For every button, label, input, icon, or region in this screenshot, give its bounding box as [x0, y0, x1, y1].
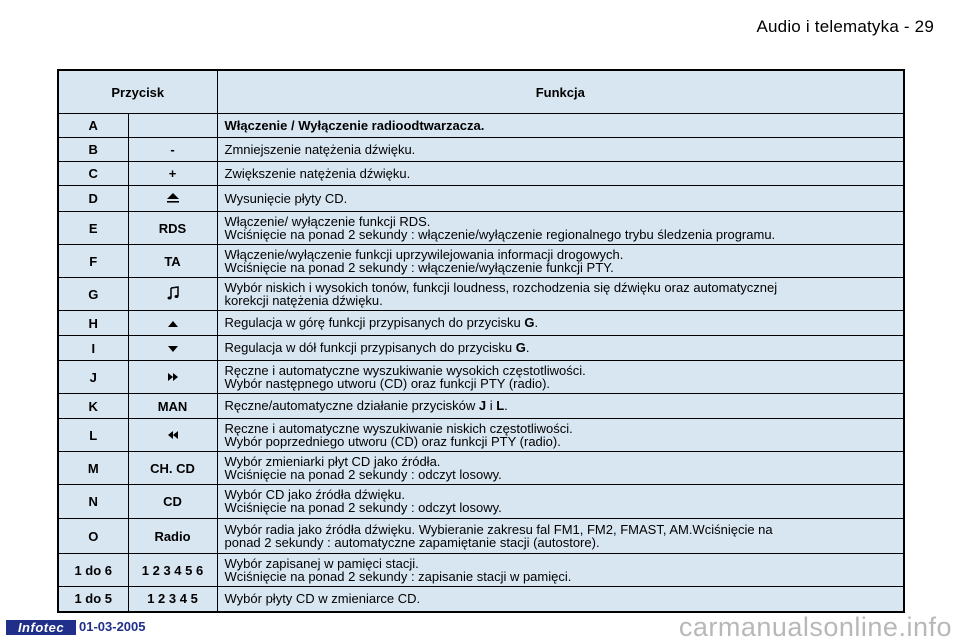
rewind-icon [167, 428, 179, 443]
function-description [217, 519, 904, 554]
table-row [58, 278, 904, 311]
function-description [217, 336, 904, 361]
button-symbol [128, 336, 217, 361]
table-row [58, 336, 904, 361]
button-symbol: Radio [128, 519, 217, 554]
button-key: H [58, 311, 128, 336]
function-description [217, 452, 904, 485]
description-line: Zmniejszenie natężenia dźwięku. [224, 141, 416, 157]
function-description [217, 311, 904, 336]
button-symbol: RDS [128, 212, 217, 245]
button-symbol: - [128, 138, 217, 162]
description-line: Wybór zmieniarki płyt CD jako źródła. [224, 453, 441, 469]
description-line: Wybór poprzedniego utworu (CD) oraz funkcji PTY (radio). [224, 433, 561, 449]
fast-forward-icon [167, 370, 179, 385]
function-description [217, 245, 904, 278]
eject-icon [165, 192, 181, 207]
table-row [58, 485, 904, 519]
table-row [58, 394, 904, 419]
description-line: Wybór zapisanej w pamięci stacji. [224, 555, 419, 571]
description-line: Ręczne i automatyczne wyszukiwanie wysokich częstotliwości. [224, 362, 586, 378]
description-line: Wybór następnego utworu (CD) oraz funkcji PTY (radio). [224, 375, 551, 391]
button-key: I [58, 336, 128, 361]
table-row [58, 114, 904, 138]
description-line: Regulacja w dół funkcji przypisanych do przycisku G. [224, 340, 530, 355]
description-line: Zwiększenie natężenia dźwięku. [224, 165, 411, 181]
button-key: L [58, 419, 128, 452]
button-symbol: TA [128, 245, 217, 278]
function-description [217, 186, 904, 212]
function-description [217, 212, 904, 245]
button-symbol [128, 186, 217, 212]
table-row [58, 212, 904, 245]
button-symbol [128, 278, 217, 311]
button-key: B [58, 138, 128, 162]
table-row [58, 587, 904, 612]
description-line: Wciśnięcie na ponad 2 sekundy : włączenie/wyłączenie regionalnego trybu śledzenia programu. [224, 226, 776, 242]
description-line: Wybór radia jako źródła dźwięku. Wybieranie zakresu fal FM1, FM2, FMAST, AM.Wciśnięcie na [224, 521, 773, 537]
infotec-logo: Infotec [6, 620, 76, 635]
button-symbol: MAN [128, 394, 217, 419]
button-key: 1 do 6 [58, 554, 128, 587]
description-line: Wciśnięcie na ponad 2 sekundy : włączenie/wyłączenie funkcji PTY. [224, 259, 614, 275]
button-symbol: 1 2 3 4 5 [128, 587, 217, 612]
button-symbol: 1 2 3 4 5 6 [128, 554, 217, 587]
description-line: Wciśnięcie na ponad 2 sekundy : odczyt losowy. [224, 500, 502, 515]
button-key: 1 do 5 [58, 587, 128, 612]
table-row [58, 554, 904, 587]
button-symbol [128, 419, 217, 452]
description-line: Wybór płyty CD w zmieniarce CD. [224, 590, 421, 606]
header-button: Przycisk [58, 70, 217, 114]
table-row [58, 452, 904, 485]
button-symbol [128, 311, 217, 336]
function-description [217, 419, 904, 452]
table-row [58, 138, 904, 162]
button-key: O [58, 519, 128, 554]
button-key: C [58, 162, 128, 186]
table-row [58, 361, 904, 394]
page-header: Audio i telematyka - 29 [756, 17, 934, 36]
description-line: Regulacja w górę funkcji przypisanych do przycisku G. [224, 315, 539, 330]
table-row [58, 419, 904, 452]
button-symbol: + [128, 162, 217, 186]
table-row [58, 162, 904, 186]
description-line: Wciśnięcie na ponad 2 sekundy : odczyt losowy. [224, 466, 502, 482]
button-symbol: CH. CD [128, 452, 217, 485]
description-line: Ręczne i automatyczne wyszukiwanie niskich częstotliwości. [224, 420, 573, 436]
table-row [58, 186, 904, 212]
table-row [58, 519, 904, 554]
button-key: D [58, 186, 128, 212]
function-description [217, 138, 904, 162]
function-description [217, 485, 904, 519]
description-line: Włączenie / Wyłączenie radioodtwarzacza. [224, 117, 485, 133]
function-description [217, 587, 904, 612]
button-key: A [58, 114, 128, 138]
footer-date: 01-03-2005 [79, 619, 146, 634]
description-line: Wybór niskich i wysokich tonów, funkcji loudness, rozchodzenia się dźwięku oraz automatycznej [224, 279, 778, 295]
button-key: E [58, 212, 128, 245]
arrow-down-icon [167, 341, 179, 356]
music-note-icon [167, 286, 179, 303]
function-table [57, 69, 905, 613]
watermark: carmanualsonline.info [678, 612, 952, 642]
function-description [217, 114, 904, 138]
function-description [217, 361, 904, 394]
description-line: Włączenie/wyłączenie funkcji uprzywilejowania informacji drogowych. [224, 246, 624, 262]
description-line: Ręczne/automatyczne działanie przycisków J i L. [224, 398, 508, 413]
button-symbol [128, 361, 217, 394]
button-key: M [58, 452, 128, 485]
function-description [217, 554, 904, 587]
description-line: Wybór CD jako źródła dźwięku. [224, 487, 406, 502]
button-symbol [128, 114, 217, 138]
description-line: Wysunięcie płyty CD. [224, 190, 348, 206]
description-line: Włączenie/ wyłączenie funkcji RDS. [224, 213, 431, 229]
table-row [58, 245, 904, 278]
description-line: korekcji natężenia dźwięku. [224, 292, 383, 308]
button-key: F [58, 245, 128, 278]
function-description [217, 162, 904, 186]
button-key: N [58, 485, 128, 519]
description-line: Wciśnięcie na ponad 2 sekundy : zapisanie stacji w pamięci. [224, 568, 572, 584]
description-line: ponad 2 sekundy : automatyczne zapamiętanie stacji (autostore). [224, 534, 600, 550]
button-symbol: CD [128, 485, 217, 519]
function-description [217, 394, 904, 419]
header-function: Funkcja [217, 70, 904, 114]
table-body [58, 114, 904, 612]
function-description [217, 278, 904, 311]
button-key: K [58, 394, 128, 419]
button-key: G [58, 278, 128, 311]
arrow-up-icon [167, 316, 179, 331]
table-row [58, 311, 904, 336]
table-header-row [58, 70, 904, 114]
button-key: J [58, 361, 128, 394]
